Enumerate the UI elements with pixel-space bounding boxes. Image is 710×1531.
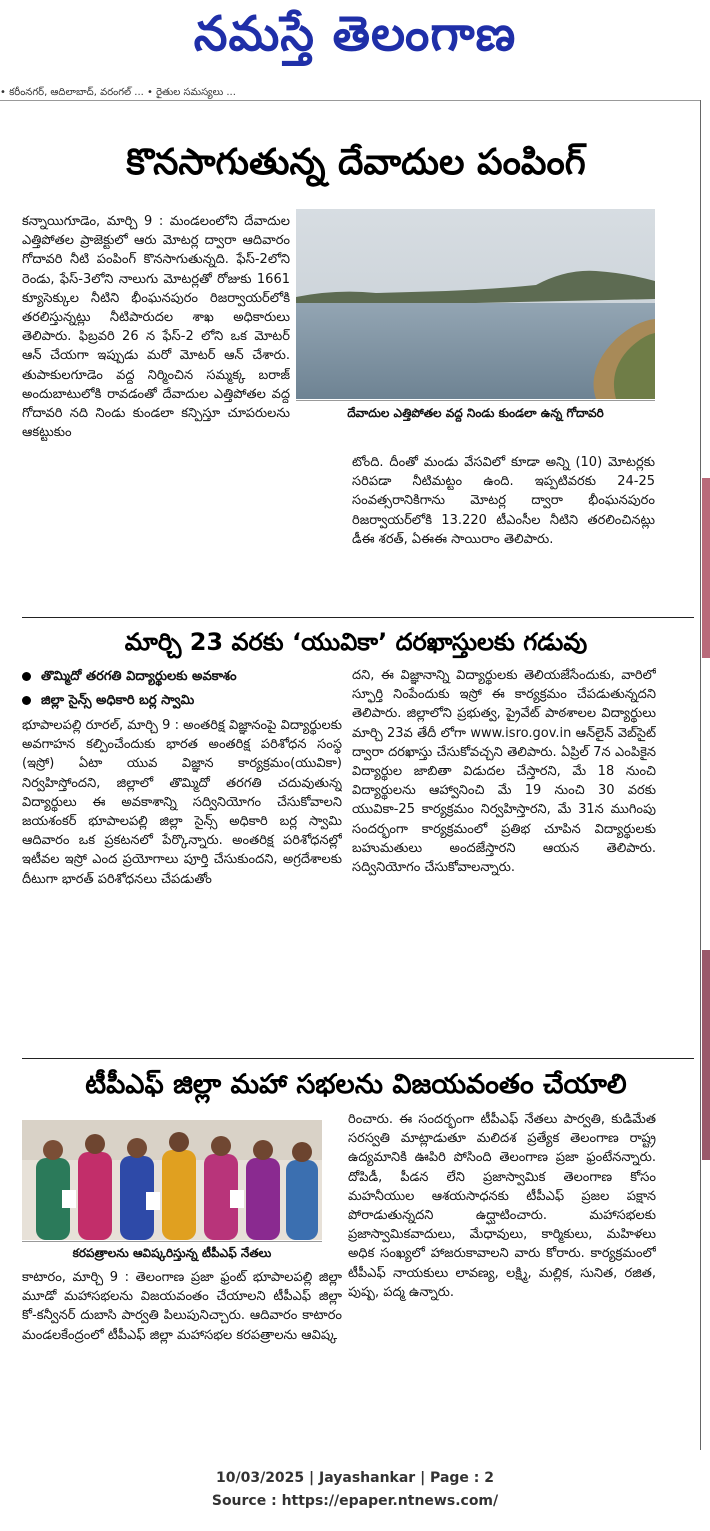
article1-text-left: కన్నాయిగూడెం, మార్చి 9 : మండలంలోని దేవాదుల ఎత్తిపోతల ప్రాజెక్టులో ఆరు మోటర్ల ద్వారా ఆదివారం గోదావరి నీటి పంపింగ్ కొనసాగుతున్నది. ఫేస్-2లోని రెండు, ఫేస్-3లోని నాలుగు మోటర్లతో రోజుకు 1661 క్యూసెక్కుల నీటిని భీంఘనపురం రిజర్వాయర్‌లోకి తరలిస్తున్నట్లు నీటిపారుదల శాఖ అధికారులు తెలిపారు. ఫిబ్రవరి 26 న ఫేస్-2 లోని ఒక మోటర్ ఆన్ చేయగా ఇప్పుడు మరో మోటర్ ఆన్ చేశారు. తుపాకులగూడెం వద్ద నిర్మించిన సమ్మక్క బరాజ్ అందుబాటులోకి రావడంతో దేవాదుల ఎత్తిపోతల వద్ద గోదావరి నది నిండు కుండలా కన్పిస్తూ చూపరులను ఆకట్టుకుం [22,214,290,441]
top-strip: • కరీంనగర్, ఆదిలాబాద్, వరంగల్ ... • రైతుల సమస్యలు ... [0,86,700,101]
article3-headline: టీపీఎఫ్ జిల్లా మహా సభలను విజయవంతం చేయాలి [85,1069,627,1100]
article2-bullet: జిల్లా సైన్స్ అధికారి బర్ల స్వామి [22,690,352,712]
article3-photo-caption: కరపత్రాలను ఆవిష్కరిస్తున్న టీపీఎఫ్ నేతలు [22,1241,322,1264]
tpf-leaders-photo [22,1120,322,1240]
article3-text-left: కాటారం, మార్చి 9 : తెలంగాణ ప్రజా ఫ్రంట్ భూపాలపల్లి జిల్లా మూడో మహాసభలను విజయవంతం చేయాలని టీపీఎఫ్ జిల్లా కో-కన్వీనర్ దుబాసి పార్వతి పిలుపునిచ్చారు. ఆదివారం కాటారం మండలకేంద్రంలో టీపీఎఫ్ జిల్లా మహాసభల కరపత్రాలను ఆవిష్క [22,1270,342,1343]
article2-bullet: తొమ్మిదో తరగతి విద్యార్థులకు అవకాశం [22,666,352,688]
bullet-icon [22,672,31,681]
article1-headline: కొనసాగుతున్న దేవాదుల పంపింగ్ [126,142,586,183]
article3-text-right: రించారు. ఈ సందర్భంగా టీపీఎఫ్ నేతలు పార్వతి, కుడిమేత సరస్వతి మాట్లాడుతూ మలిదశ ప్రత్యేక తెలంగాణ రాష్ట్ర ఉద్యమానికి ఊపిరి పోసింది తెలంగాణ ప్రజా ఫ్రంటేనన్నారు. దోపిడీ, పీడన లేని ప్రజాస్వామిక తెలంగాణ కోసం మహనీయుల ఆశయసాధనకు టీపీఎఫ్ ప్రజల పక్షాన పోరాడుతున్నదని ఉద్ఘాటించారు. మహాసభలకు ప్రజాస్వామికవాదులు, మేధావులు, కార్మికులు, మహిళలు అధిక సంఖ్యలో హాజరుకావాలని వారు కోరారు. కార్యక్రమంలో టీపీఎఫ్ నాయకులు లావణ్య, లక్ష్మి, మల్లిక, సునిత, రజిత, పుష్ప, పద్మ ఉన్నారు. [348,1112,656,1300]
divider [22,617,694,618]
masthead-title: నమస్తే తెలంగాణ [193,6,517,62]
river-image [296,209,655,399]
adjacent-photo [702,478,710,658]
masthead [0,0,710,80]
group-image [22,1120,322,1240]
adjacent-photo [702,950,710,1160]
article2-headline: మార్చి 23 వరకు ‘యువికా’ దరఖాస్తులకు గడువు [124,628,588,656]
footer-source[interactable]: Source : https://epaper.ntnews.com/ [211,1493,499,1509]
column-divider [700,100,701,1450]
divider [22,1058,694,1059]
bullet-icon [22,696,31,705]
footer-date-page: 10/03/2025 | Jayashankar | Page : 2 [216,1470,494,1486]
godavari-river-photo [296,209,655,399]
article1-photo-caption: దేవాదుల ఎత్తిపోతల వద్ద నిండు కుండలా ఉన్న గోదావరి [296,400,655,425]
article2-text-left: భూపాలపల్లి రూరల్, మార్చి 9 : అంతరిక్ష విజ్ఞానంపై విద్యార్థులకు అవగాహన కల్పించేందుకు భారత అంతరిక్ష పరిశోధన సంస్థ (ఇస్రో) ఏటా యువ విజ్ఞాన కార్యక్రమం(యువికా) నిర్వహిస్తోందని, జిల్లాలో తొమ్మిదో తరగతి చదువుతున్న విద్యార్థులు ఈ అవకాశాన్ని సద్వినియోగం చేసుకోవాలని జయశంకర్ భూపాలపల్లి జిల్లా సైన్స్ అధికారి బర్ల స్వామి ఆదివారం ఒక ప్రకటనలో పేర్కొన్నారు. అంతరిక్ష పరిశోధనల్లో ఇటీవల ఇస్రో ఎంద ప్రయోగాలు పూర్తి చేసుకుందని, అగ్రదేశాలకు దీటుగా భారత్ పరిశోధనలు చేపడుతోం [22,718,342,887]
article2-text-right: దని, ఈ విజ్ఞానాన్ని విద్యార్థులకు తెలియజేసేందుకు, వారిలో స్ఫూర్తి నింపేందుకు ఇస్రో ఈ కార్యక్రమం చేపడుతున్నదని తెలిపారు. జిల్లాలోని ప్రభుత్వ, ప్రైవేట్ పాఠశాలల విద్యార్థులు మార్చి 23వ తేదీ లోగా www.isro.gov.in ఆన్‌లైన్ వెబ్‌సైట్ ద్వారా దరఖాస్తు చేసుకోవచ్చని తెలిపారు. ఏప్రిల్ 7న ఎంపికైన విద్యార్థుల జాబితా విడుదల చేస్తారని, మే 18 నుంచి విద్యార్థులను ఆహ్వానించి మే 19 నుంచి 30 వరకు యువికా-25 కార్యక్రమం నిర్వహిస్తారని, మే 31న ముగింపు సందర్భంగా కార్యక్రమంలో ప్రతిభ చూపిన విద్యార్థులకు బహుమతులు అందజేస్తారని ఆయన తెలిపారు. సద్వినియోగం చేసుకోవాలన్నారు. [352,668,656,876]
article1-text-right: టోంది. దీంతో మండు వేసవిలో కూడా అన్ని (10) మోటర్లకు సరిపడా నీటిమట్టం ఉంది. ఇప్పటివరకు 24-25 సంవత్సరానికిగాను మోటర్ల ద్వారా భీంఘనపురం రిజర్వాయర్‌లోకి 13.220 టీఎంసీల నీటిని తరలించినట్లు డీఈ శరత్, ఏఈఈ సాయిరాం తెలిపారు. [352,455,655,547]
